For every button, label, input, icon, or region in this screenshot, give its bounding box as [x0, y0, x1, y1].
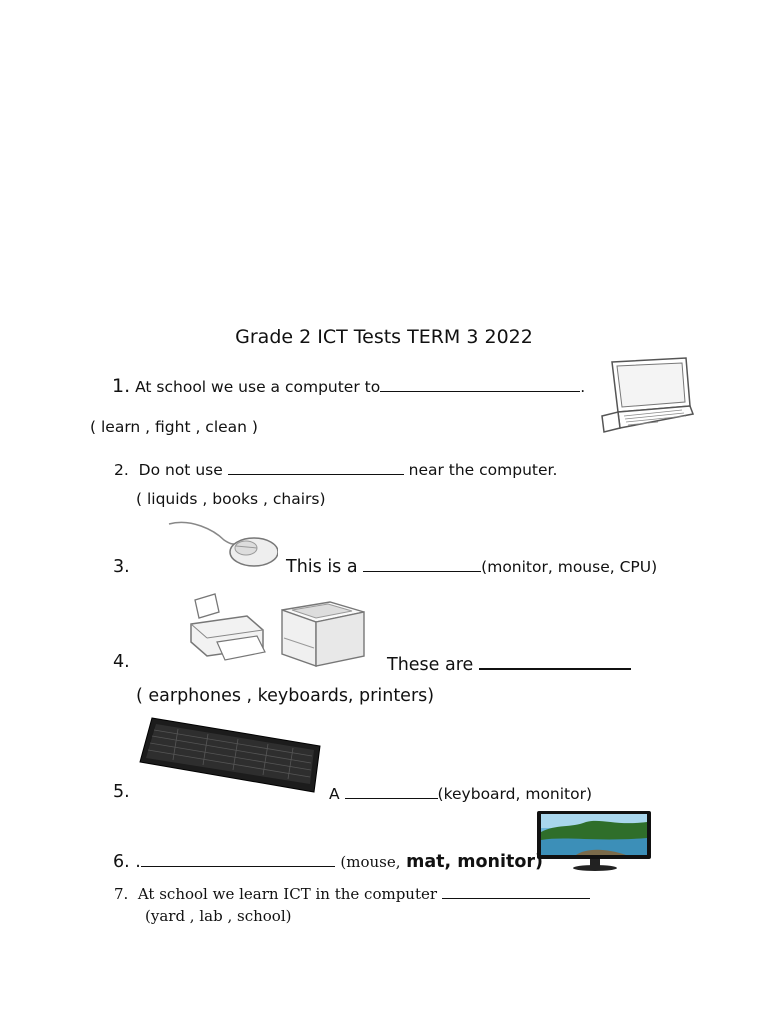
answer-blank [228, 460, 404, 475]
question-options-bold: mat, monitor) [406, 852, 543, 872]
laptop-icon [598, 356, 694, 434]
keyboard-icon [138, 716, 324, 796]
question-5 [329, 784, 592, 803]
question-text-before: Do not use [138, 461, 223, 479]
question-number: 6. . [113, 852, 141, 872]
question-text: These are [387, 655, 474, 675]
answer-blank [442, 884, 590, 899]
question-text: This is a [286, 557, 358, 577]
question-2-options: ( liquids , books , chairs) [136, 490, 326, 508]
question-text: At school we learn ICT in the computer [137, 885, 438, 903]
question-text-after: near the computer. [408, 461, 558, 479]
question-text: A [329, 785, 340, 803]
question-options: (keyboard, monitor) [437, 785, 593, 803]
question-text: At school we use a computer to [135, 378, 381, 396]
question-number: 7. [114, 885, 129, 903]
answer-blank [345, 784, 438, 799]
question-4-number: 4. [113, 652, 130, 672]
inkjet-printer-icon [187, 590, 267, 662]
question-3-number: 3. [113, 557, 130, 577]
worksheet-title: Grade 2 ICT Tests TERM 3 2022 [235, 326, 533, 348]
question-number: 1. [112, 375, 131, 397]
question-end: . [580, 378, 586, 396]
question-5-number: 5. [113, 782, 130, 802]
answer-blank [363, 557, 481, 572]
question-options: (monitor, mouse, CPU) [481, 558, 658, 576]
answer-blank [141, 852, 335, 867]
question-2 [114, 460, 557, 479]
question-number: 2. [114, 461, 129, 479]
question-7 [114, 884, 590, 903]
answer-blank [479, 652, 631, 670]
question-1-options: ( learn , fight , clean ) [90, 418, 258, 436]
question-4-options: ( earphones , keyboards, printers) [136, 686, 435, 706]
question-4 [387, 652, 631, 675]
monitor-icon [536, 810, 652, 872]
answer-blank [380, 377, 580, 392]
question-3 [286, 557, 657, 577]
question-1 [112, 375, 585, 397]
question-6 [113, 852, 543, 872]
question-7-options: (yard , lab , school) [145, 907, 292, 925]
laser-printer-icon [278, 598, 368, 670]
mouse-icon [166, 518, 278, 574]
question-options-serif: (mouse, [340, 853, 401, 871]
